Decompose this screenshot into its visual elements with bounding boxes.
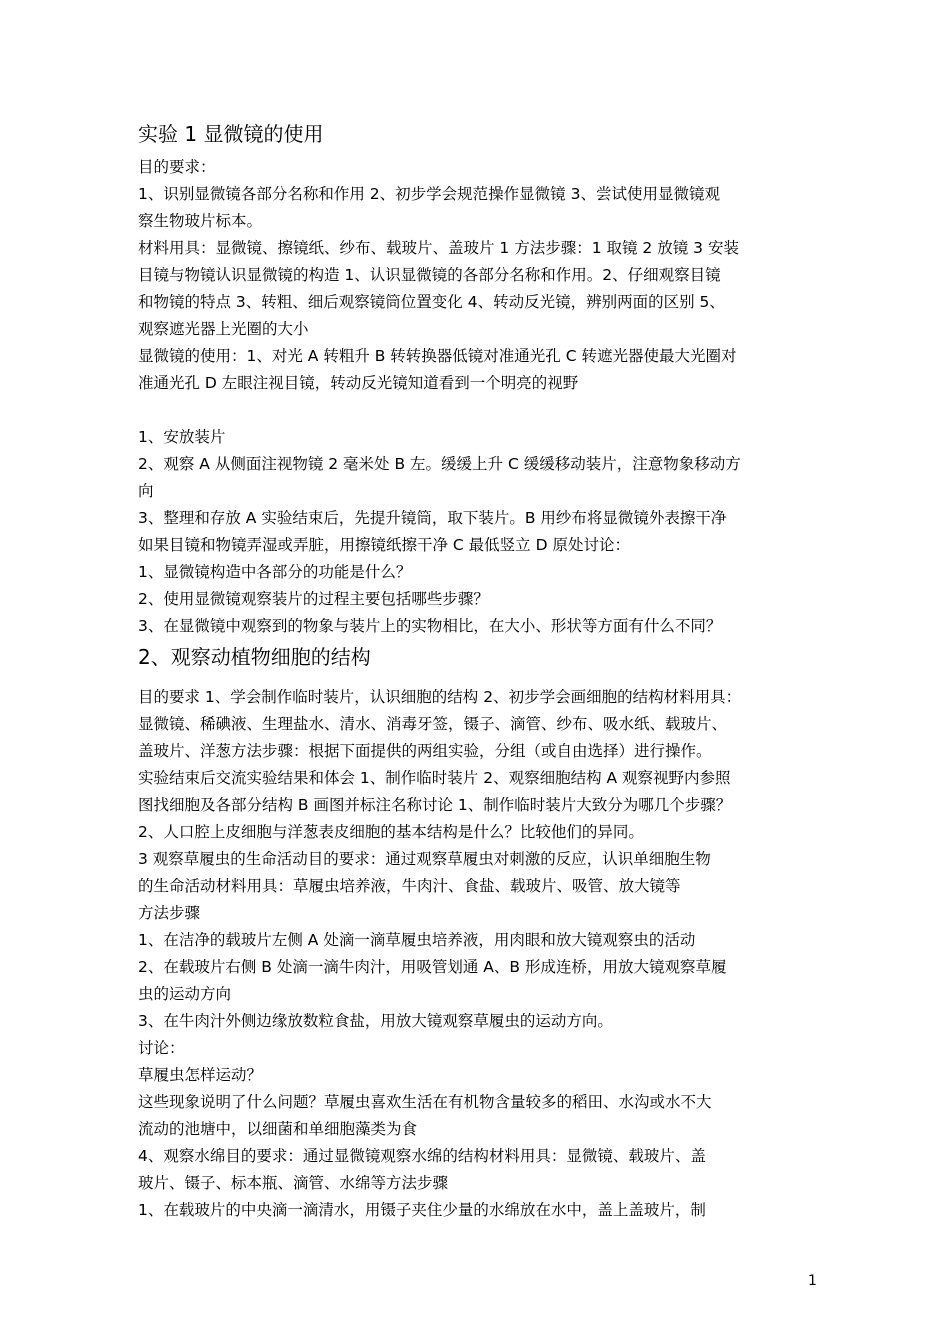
text-line: 2、使用显微镜观察装片的过程主要包括哪些步骤？: [138, 590, 489, 608]
text-line: 虫的运动方向: [138, 985, 232, 1003]
text-line: 察生物玻片标本。: [138, 212, 263, 230]
text-line: 草履虫怎样运动？: [138, 1066, 263, 1084]
text-line: 和物镜的特点 3、转粗、细后观察镜筒位置变化 4、转动反光镜，辨别两面的区别 5、: [138, 293, 725, 311]
text-line: 玻片、镊子、标本瓶、滴管、水绵等方法步骤: [138, 1174, 449, 1192]
text-line: 图找细胞及各部分结构 B 画图并标注名称讨论 1、制作临时装片大致分为哪几个步骤？: [138, 796, 732, 814]
text-line: 准通光孔 D 左眼注视目镜，转动反光镜知道看到一个明亮的视野: [138, 374, 579, 392]
text-line: 3、在牛肉汁外侧边缘放数粒食盐，用放大镜观察草履虫的运动方向。: [138, 1012, 613, 1030]
paragraph-spacer: [138, 397, 828, 424]
text-line: 目镜与物镜认识显微镜的构造 1、认识显微镜的各部分名称和作用。2、仔细观察目镜: [138, 266, 721, 284]
text-line: 观察遮光器上光圈的大小: [138, 320, 309, 338]
text-line: 如果目镜和物镜弄湿或弄脏，用擦镜纸擦干净 C 最低竖立 D 原处讨论：: [138, 536, 630, 554]
text-line: 4、观察水绵目的要求：通过显微镜观察水绵的结构材料用具：显微镜、载玻片、盖: [138, 1147, 706, 1165]
text-line: 向: [138, 482, 154, 500]
text-line: 2、观察 A 从侧面注视物镜 2 毫米处 B 左。缓缓上升 C 缓缓移动装片，注意物象移动方: [138, 455, 741, 473]
text-line: 讨论：: [138, 1039, 185, 1057]
text-line: 1、显微镜构造中各部分的功能是什么？: [138, 563, 412, 581]
text-line: 3、整理和存放 A 实验结束后，先提升镜筒，取下装片。B 用纱布将显微镜外表擦干净: [138, 509, 727, 527]
section-cells-text: [138, 684, 828, 1224]
text-line: 2、人口腔上皮细胞与洋葱表皮细胞的基本结构是什么？比较他们的异同。: [138, 823, 644, 841]
text-line: 1、在载玻片的中央滴一滴清水，用镊子夹住少量的水绵放在水中，盖上盖玻片，制: [138, 1201, 706, 1219]
text-line: 1、识别显微镜各部分名称和作用 2、初步学会规范操作显微镜 3、尝试使用显微镜观: [138, 185, 720, 203]
text-line: 2、在载玻片右侧 B 处滴一滴牛肉汁，用吸管划通 A、B 形成连桥，用放大镜观察草履: [138, 958, 727, 976]
text-line: 这些现象说明了什么问题？草履虫喜欢生活在有机物含量较多的稻田、水沟或水不大: [138, 1093, 712, 1111]
section-microscope-steps: [138, 424, 828, 640]
text-line: 材料用具：显微镜、擦镜纸、纱布、载玻片、盖玻片 1 方法步骤：1 取镜 2 放镜 3 安装: [138, 239, 739, 257]
section-title-microscope: 实验 1 显微镜的使用: [138, 122, 324, 146]
text-line: 方法步骤: [138, 904, 201, 922]
page-number: 1: [808, 1273, 817, 1289]
text-line: 3、在显微镜中观察到的物象与装片上的实物相比，在大小、形状等方面有什么不同？: [138, 617, 722, 635]
document-body: [138, 118, 828, 1224]
text-line: 1、在洁净的载玻片左侧 A 处滴一滴草履虫培养液，用肉眼和放大镜观察虫的活动: [138, 931, 696, 949]
text-line: 盖玻片、洋葱方法步骤：根据下面提供的两组实验，分组（或自由选择）进行操作。: [138, 742, 712, 760]
text-line: 的生命活动材料用具：草履虫培养液，牛肉汁、食盐、载玻片、吸管、放大镜等: [138, 877, 681, 895]
text-line: 实验结束后交流实验结果和体会 1、制作临时装片 2、观察细胞结构 A 观察视野内参照: [138, 769, 731, 787]
text-line: 显微镜的使用：1、对光 A 转粗升 B 转转换器低镜对准通光孔 C 转遮光器使最大光圈对: [138, 347, 737, 365]
text-line: 显微镜、稀碘液、生理盐水、清水、消毒牙签，镊子、滴管、纱布、吸水纸、载玻片、: [138, 715, 728, 733]
text-line: 目的要求 1、学会制作临时装片，认识细胞的结构 2、初步学会画细胞的结构材料用具：: [138, 688, 742, 706]
text-line: 目的要求：: [138, 158, 216, 176]
text-line: 1、安放装片: [138, 428, 226, 446]
section-microscope-text: [138, 154, 828, 397]
text-line: 3 观察草履虫的生命活动目的要求：通过观察草履虫对刺激的反应，认识单细胞生物: [138, 850, 711, 868]
section-title-cells: 2、观察动植物细胞的结构: [138, 645, 371, 669]
text-line: 流动的池塘中，以细菌和单细胞藻类为食: [138, 1120, 418, 1138]
